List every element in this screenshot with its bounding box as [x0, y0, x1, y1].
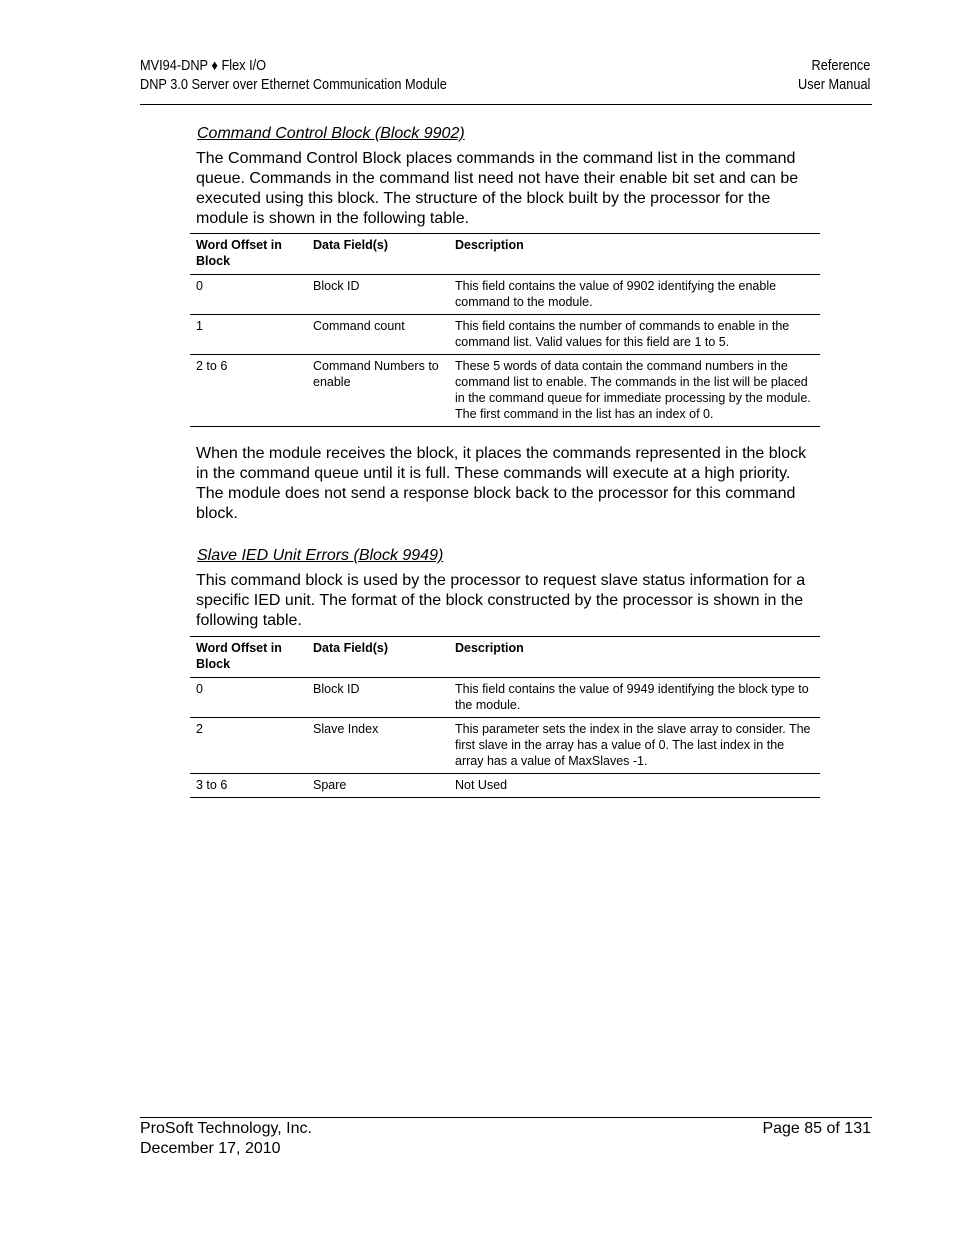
column-header: Description: [449, 234, 820, 275]
table-cell: Command count: [307, 315, 449, 355]
table-row: [190, 355, 820, 427]
table-cell: This field contains the value of 9902 identifying the enable command to the module.: [449, 275, 820, 315]
footer-divider: [140, 1117, 872, 1118]
table-cell: 2 to 6: [190, 355, 307, 427]
table-cell: 1: [190, 315, 307, 355]
table-cell: Slave Index: [307, 718, 449, 774]
table-cell: 0: [190, 678, 307, 718]
table-cell: Not Used: [449, 774, 820, 798]
table-cell: This parameter sets the index in the slave array to consider. The first slave in the array has a value of 0. The last index in the array has a value of MaxSlaves -1.: [449, 718, 820, 774]
table-header-row: [190, 234, 820, 275]
column-header: Description: [449, 637, 820, 678]
footer-left: [140, 1119, 312, 1159]
product-name: MVI94-DNP ♦ Flex I/O: [140, 58, 267, 74]
table-cell: 3 to 6: [190, 774, 307, 798]
company-name: ProSoft Technology, Inc.: [140, 1120, 312, 1137]
table-cell: This field contains the value of 9949 identifying the block type to the module.: [449, 678, 820, 718]
section-title-slave-ied: Slave IED Unit Errors (Block 9949): [197, 547, 444, 564]
table-row: [190, 678, 820, 718]
table-cell: 2: [190, 718, 307, 774]
table-row: [190, 774, 820, 798]
table-header-row: [190, 637, 820, 678]
table-cell: Command Numbers to enable: [307, 355, 449, 427]
section2-intro: This command block is used by the processor to request slave status information for a specific IED unit. The format of the block constructed by the processor is shown in the following table.: [196, 572, 806, 629]
chapter-name: Reference: [811, 58, 871, 74]
column-header: Word Offset in Block: [190, 637, 307, 678]
column-header: Data Field(s): [307, 234, 449, 275]
product-description: DNP 3.0 Server over Ethernet Communication Module: [140, 77, 447, 93]
slave-ied-errors-table: [190, 636, 820, 798]
page-number: Page 85 of 131: [762, 1120, 871, 1137]
section1-intro: The Command Control Block places commands in the command list in the command queue. Commands in the command list need not have their enable bit set and can be executed using this block. The structure of the block built by the processor for the module is shown in the following table.: [196, 150, 799, 227]
table-cell: 0: [190, 275, 307, 315]
table-row: [190, 718, 820, 774]
column-header: Data Field(s): [307, 637, 449, 678]
table-cell: Block ID: [307, 678, 449, 718]
header-divider: [140, 104, 872, 105]
table-cell: This field contains the number of commands to enable in the command list. Valid values for this field are 1 to 5.: [449, 315, 820, 355]
header-left: [140, 57, 447, 95]
header-right: [798, 57, 870, 95]
table-row: [190, 315, 820, 355]
document-type: User Manual: [798, 77, 871, 93]
table-cell: Spare: [307, 774, 449, 798]
command-control-table: [190, 233, 820, 427]
section-title-command-control: Command Control Block (Block 9902): [197, 125, 465, 142]
table-row: [190, 275, 820, 315]
table-cell: These 5 words of data contain the command numbers in the command list to enable. The commands in the list will be placed in the command queue for immediate processing by the module. The first command in the list has an index of 0.: [449, 355, 820, 427]
section1-outro: When the module receives the block, it places the commands represented in the block in the command queue until it is full. These commands will execute at a high priority. The module does not send a response block back to the processor for this command block.: [196, 445, 807, 522]
publication-date: December 17, 2010: [140, 1140, 281, 1157]
table-cell: Block ID: [307, 275, 449, 315]
column-header: Word Offset in Block: [190, 234, 307, 275]
